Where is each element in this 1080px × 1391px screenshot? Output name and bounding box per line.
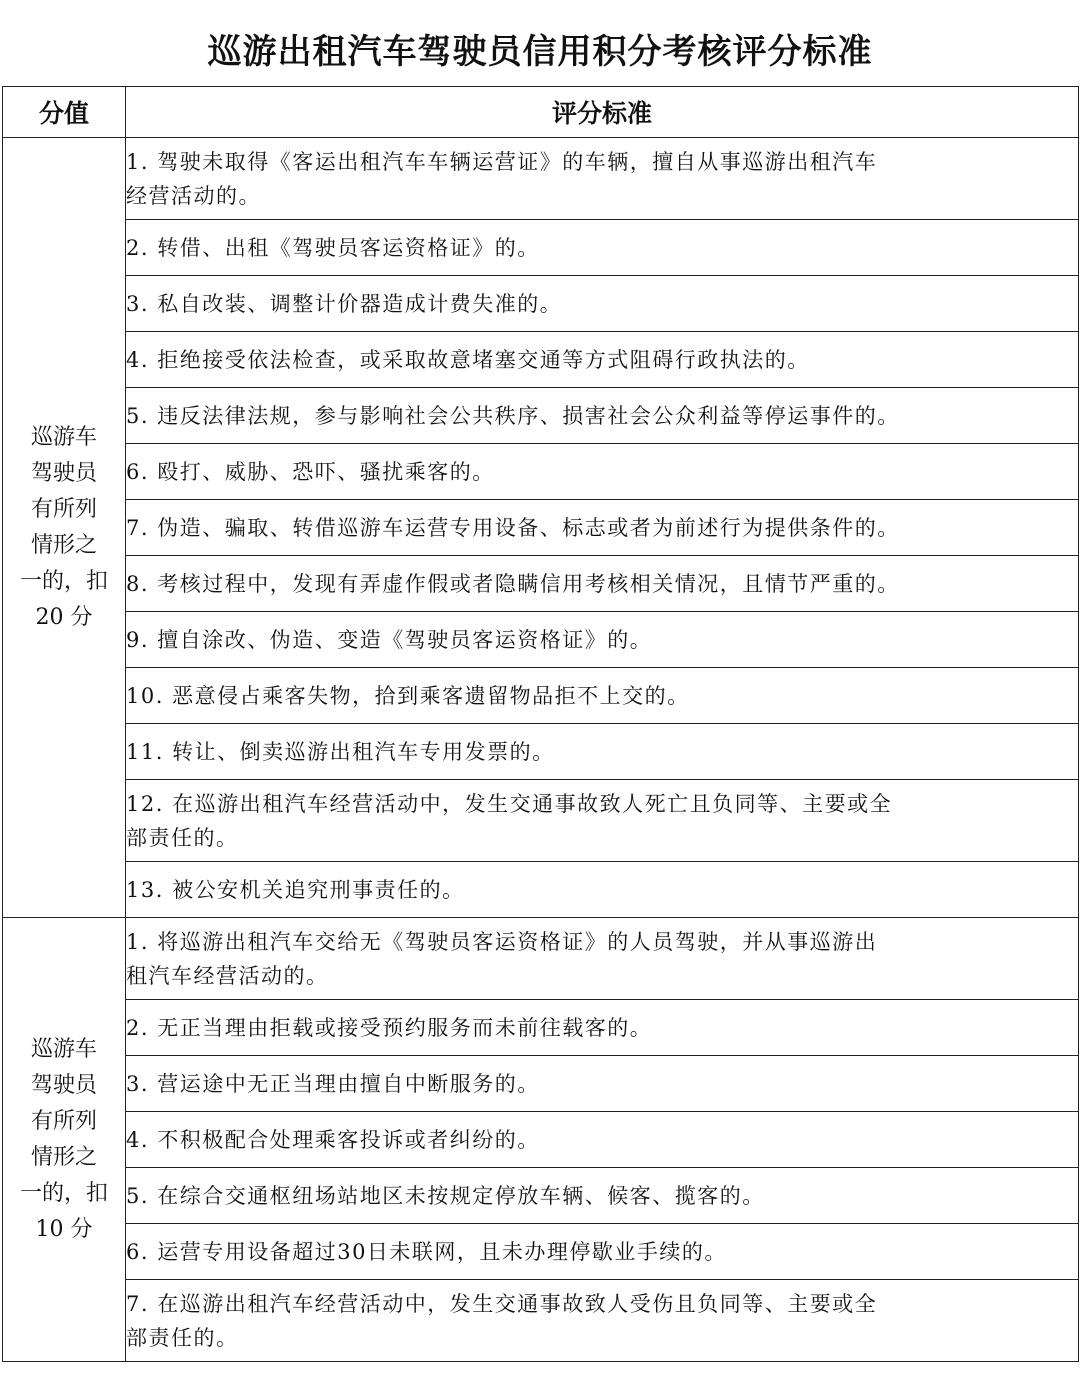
criteria-item: 6. 运营专用设备超过30日未联网，且未办理停歇业手续的。	[126, 1224, 1079, 1280]
criteria-item: 9. 擅自涂改、伪造、变造《驾驶员客运资格证》的。	[126, 612, 1079, 668]
table-row	[3, 1112, 1079, 1168]
criteria-item: 3. 营运途中无正当理由擅自中断服务的。	[126, 1056, 1079, 1112]
table-row	[3, 1280, 1079, 1362]
criteria-item: 10. 恶意侵占乘客失物，拾到乘客遗留物品拒不上交的。	[126, 668, 1079, 724]
table-row	[3, 220, 1079, 276]
table-body	[3, 138, 1079, 1362]
table-row	[3, 388, 1079, 444]
criteria-item: 1. 将巡游出租汽车交给无《驾驶员客运资格证》的人员驾驶，并从事巡游出 租汽车经营活动的。	[126, 918, 1079, 1000]
score-cell	[3, 918, 126, 1362]
table-row	[3, 862, 1079, 918]
criteria-item: 7. 在巡游出租汽车经营活动中，发生交通事故致人受伤且负同等、主要或全 部责任的。	[126, 1280, 1079, 1362]
table-row	[3, 556, 1079, 612]
criteria-item: 13. 被公安机关追究刑事责任的。	[126, 862, 1079, 918]
score-label: 巡游车 驾驶员 有所列 情形之 一的，扣 20 分	[19, 424, 108, 630]
criteria-item: 3. 私自改装、调整计价器造成计费失准的。	[126, 276, 1079, 332]
table-row	[3, 1224, 1079, 1280]
table-row	[3, 332, 1079, 388]
criteria-item: 4. 拒绝接受依法检查，或采取故意堵塞交通等方式阻碍行政执法的。	[126, 332, 1079, 388]
header-row	[3, 87, 1079, 138]
table-row	[3, 138, 1079, 220]
table-row	[3, 1168, 1079, 1224]
table-row	[3, 1056, 1079, 1112]
criteria-item: 1. 驾驶未取得《客运出租汽车车辆运营证》的车辆，擅自从事巡游出租汽车 经营活动的。	[126, 138, 1079, 220]
criteria-item: 5. 违反法律法规，参与影响社会公共秩序、损害社会公众利益等停运事件的。	[126, 388, 1079, 444]
table-row	[3, 444, 1079, 500]
criteria-column-header: 评分标准	[126, 87, 1079, 138]
criteria-item: 2. 转借、出租《驾驶员客运资格证》的。	[126, 220, 1079, 276]
criteria-item: 11. 转让、倒卖巡游出租汽车专用发票的。	[126, 724, 1079, 780]
criteria-item: 2. 无正当理由拒载或接受预约服务而未前往载客的。	[126, 1000, 1079, 1056]
table-row	[3, 1000, 1079, 1056]
score-cell	[3, 138, 126, 918]
table-row	[3, 724, 1079, 780]
criteria-item: 12. 在巡游出租汽车经营活动中，发生交通事故致人死亡且负同等、主要或全 部责任的。	[126, 780, 1079, 862]
table-row	[3, 500, 1079, 556]
page-title: 巡游出租汽车驾驶员信用积分考核评分标准	[207, 32, 873, 72]
criteria-item: 4. 不积极配合处理乘客投诉或者纠纷的。	[126, 1112, 1079, 1168]
table-row	[3, 668, 1079, 724]
score-label: 巡游车 驾驶员 有所列 情形之 一的，扣 10 分	[19, 1036, 108, 1242]
scoring-table	[2, 86, 1079, 1362]
table-row	[3, 276, 1079, 332]
table-row	[3, 918, 1079, 1000]
score-column-header: 分值	[3, 87, 126, 138]
table-row	[3, 612, 1079, 668]
criteria-item: 8. 考核过程中，发现有弄虚作假或者隐瞒信用考核相关情况，且情节严重的。	[126, 556, 1079, 612]
criteria-item: 5. 在综合交通枢纽场站地区未按规定停放车辆、候客、揽客的。	[126, 1168, 1079, 1224]
criteria-item: 6. 殴打、威胁、恐吓、骚扰乘客的。	[126, 444, 1079, 500]
criteria-item: 7. 伪造、骗取、转借巡游车运营专用设备、标志或者为前述行为提供条件的。	[126, 500, 1079, 556]
table-row	[3, 780, 1079, 862]
